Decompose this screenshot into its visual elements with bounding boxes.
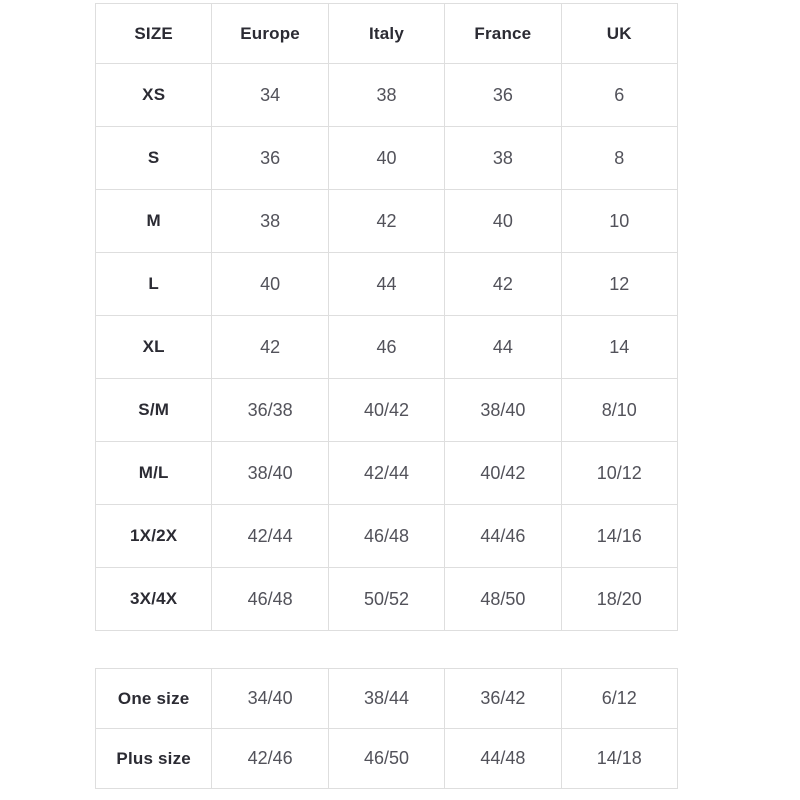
france-value: 48/50 bbox=[445, 568, 561, 631]
table-row bbox=[96, 568, 678, 631]
italy-value: 46/50 bbox=[328, 729, 444, 789]
uk-value: 14/16 bbox=[561, 505, 677, 568]
france-value: 38 bbox=[445, 127, 561, 190]
size-label: S/M bbox=[96, 379, 212, 442]
size-label: M/L bbox=[96, 442, 212, 505]
italy-value: 38 bbox=[328, 64, 444, 127]
size-label: 3X/4X bbox=[96, 568, 212, 631]
size-label: Plus size bbox=[96, 729, 212, 789]
table-row bbox=[96, 64, 678, 127]
europe-value: 42/44 bbox=[212, 505, 328, 568]
europe-value: 34/40 bbox=[212, 669, 328, 729]
table-row bbox=[96, 729, 678, 789]
header-italy: Italy bbox=[328, 4, 444, 64]
table-row bbox=[96, 442, 678, 505]
italy-value: 40/42 bbox=[328, 379, 444, 442]
europe-value: 38/40 bbox=[212, 442, 328, 505]
header-uk: UK bbox=[561, 4, 677, 64]
europe-value: 38 bbox=[212, 190, 328, 253]
table-row bbox=[96, 505, 678, 568]
header-europe: Europe bbox=[212, 4, 328, 64]
italy-value: 40 bbox=[328, 127, 444, 190]
france-value: 36/42 bbox=[445, 669, 561, 729]
size-label: L bbox=[96, 253, 212, 316]
size-conversion-table bbox=[95, 3, 678, 631]
table-row bbox=[96, 127, 678, 190]
uk-value: 14/18 bbox=[561, 729, 677, 789]
uk-value: 8 bbox=[561, 127, 677, 190]
italy-value: 44 bbox=[328, 253, 444, 316]
france-value: 40 bbox=[445, 190, 561, 253]
table-row bbox=[96, 379, 678, 442]
europe-value: 40 bbox=[212, 253, 328, 316]
italy-value: 46 bbox=[328, 316, 444, 379]
table-row bbox=[96, 190, 678, 253]
europe-value: 46/48 bbox=[212, 568, 328, 631]
uk-value: 10 bbox=[561, 190, 677, 253]
special-sizes-table bbox=[95, 668, 678, 789]
italy-value: 38/44 bbox=[328, 669, 444, 729]
france-value: 42 bbox=[445, 253, 561, 316]
italy-value: 50/52 bbox=[328, 568, 444, 631]
europe-value: 42 bbox=[212, 316, 328, 379]
italy-value: 42 bbox=[328, 190, 444, 253]
uk-value: 10/12 bbox=[561, 442, 677, 505]
size-label: XS bbox=[96, 64, 212, 127]
size-label: S bbox=[96, 127, 212, 190]
table-header-row bbox=[96, 4, 678, 64]
size-label: One size bbox=[96, 669, 212, 729]
europe-value: 42/46 bbox=[212, 729, 328, 789]
italy-value: 42/44 bbox=[328, 442, 444, 505]
italy-value: 46/48 bbox=[328, 505, 444, 568]
france-value: 38/40 bbox=[445, 379, 561, 442]
size-label: M bbox=[96, 190, 212, 253]
france-value: 36 bbox=[445, 64, 561, 127]
uk-value: 6 bbox=[561, 64, 677, 127]
header-size: SIZE bbox=[96, 4, 212, 64]
size-label: 1X/2X bbox=[96, 505, 212, 568]
france-value: 44 bbox=[445, 316, 561, 379]
uk-value: 12 bbox=[561, 253, 677, 316]
uk-value: 18/20 bbox=[561, 568, 677, 631]
uk-value: 14 bbox=[561, 316, 677, 379]
uk-value: 6/12 bbox=[561, 669, 677, 729]
uk-value: 8/10 bbox=[561, 379, 677, 442]
table-row bbox=[96, 253, 678, 316]
header-france: France bbox=[445, 4, 561, 64]
table-row bbox=[96, 316, 678, 379]
france-value: 40/42 bbox=[445, 442, 561, 505]
europe-value: 34 bbox=[212, 64, 328, 127]
france-value: 44/46 bbox=[445, 505, 561, 568]
france-value: 44/48 bbox=[445, 729, 561, 789]
size-label: XL bbox=[96, 316, 212, 379]
table-row bbox=[96, 669, 678, 729]
europe-value: 36/38 bbox=[212, 379, 328, 442]
europe-value: 36 bbox=[212, 127, 328, 190]
